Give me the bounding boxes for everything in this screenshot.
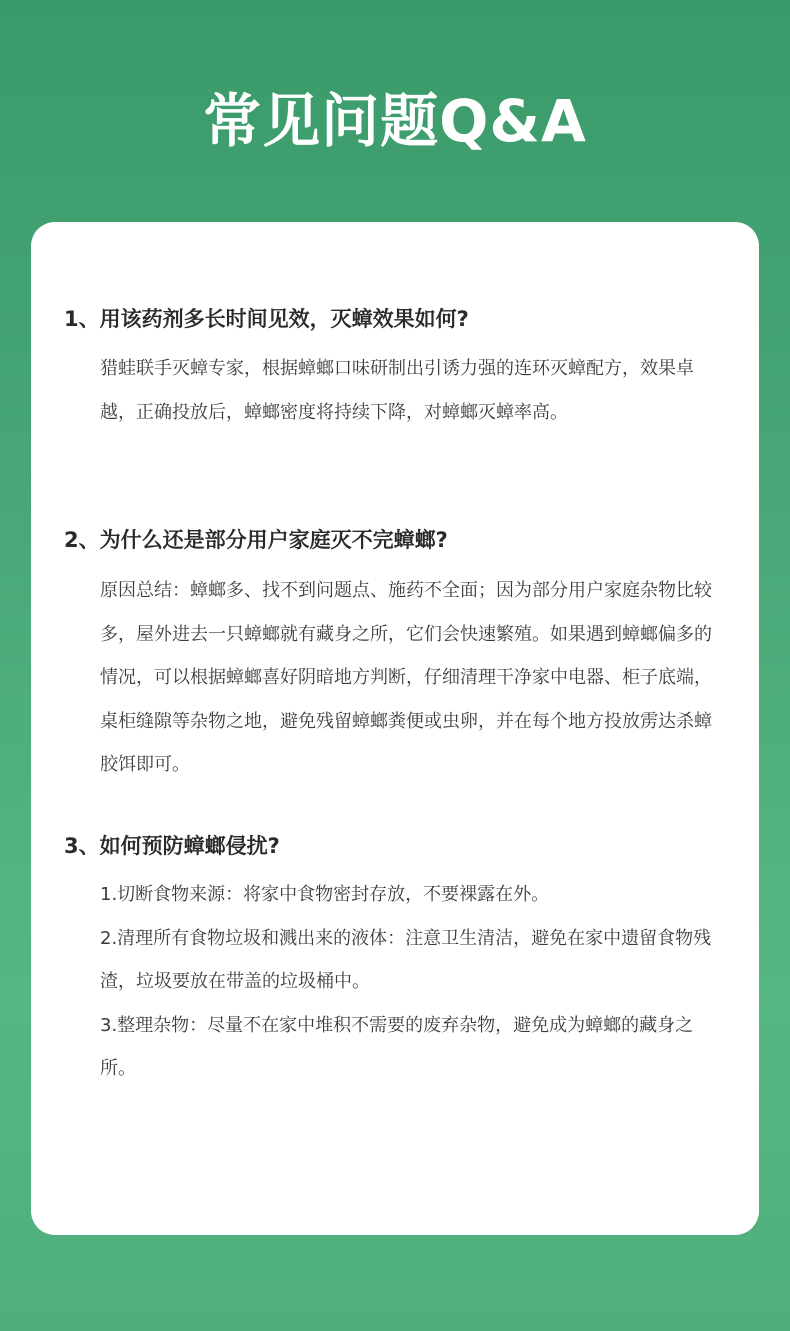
faq-answer-3-item-3: 3.整理杂物：尽量不在家中堆积不需要的废弃杂物，避免成为蟑螂的藏身之所。 [100,1014,694,1079]
faq-answer-3 [100,873,722,1091]
faq-card [31,222,759,1235]
faq-question-3: 3、如何预防蟑螂侵扰? [64,834,280,858]
faq-question-2: 2、为什么还是部分用户家庭灭不完蟑螂? [64,528,448,552]
page-title: 常见问题Q&A [203,87,587,155]
faq-answer-2-paragraph: 原因总结：蟑螂多、找不到问题点、施药不全面；因为部分用户家庭杂物比较多，屋外进去一只蟑螂就有藏身之所，它们会快速繁殖。如果遇到蟑螂偏多的情况，可以根据蟑螂喜好阴暗地方判断，仔细清理干净家中电器、柜子底端，桌柜缝隙等杂物之地，避免残留蟑螂粪便或虫卵，并在每个地方投放雳达杀蟑胶饵即可。 [100,580,712,775]
faq-question-1: 1、用该药剂多长时间见效，灭蟑效果如何? [64,307,469,331]
faq-answer-1-paragraph: 猎蛙联手灭蟑专家，根据蟑螂口味研制出引诱力强的连环灭蟑配方，效果卓越，正确投放后，蟑螂密度将持续下降，对蟑螂灭蟑率高。 [100,358,694,423]
faq-answer-1 [100,347,722,434]
faq-answer-2 [100,569,722,787]
faq-answer-3-item-1: 1.切断食物来源：将家中食物密封存放，不要裸露在外。 [100,884,550,905]
faq-answer-3-item-2: 2.清理所有食物垃圾和溅出来的液体：注意卫生清洁，避免在家中遗留食物残渣，垃圾要放在带盖的垃圾桶中。 [100,927,712,992]
